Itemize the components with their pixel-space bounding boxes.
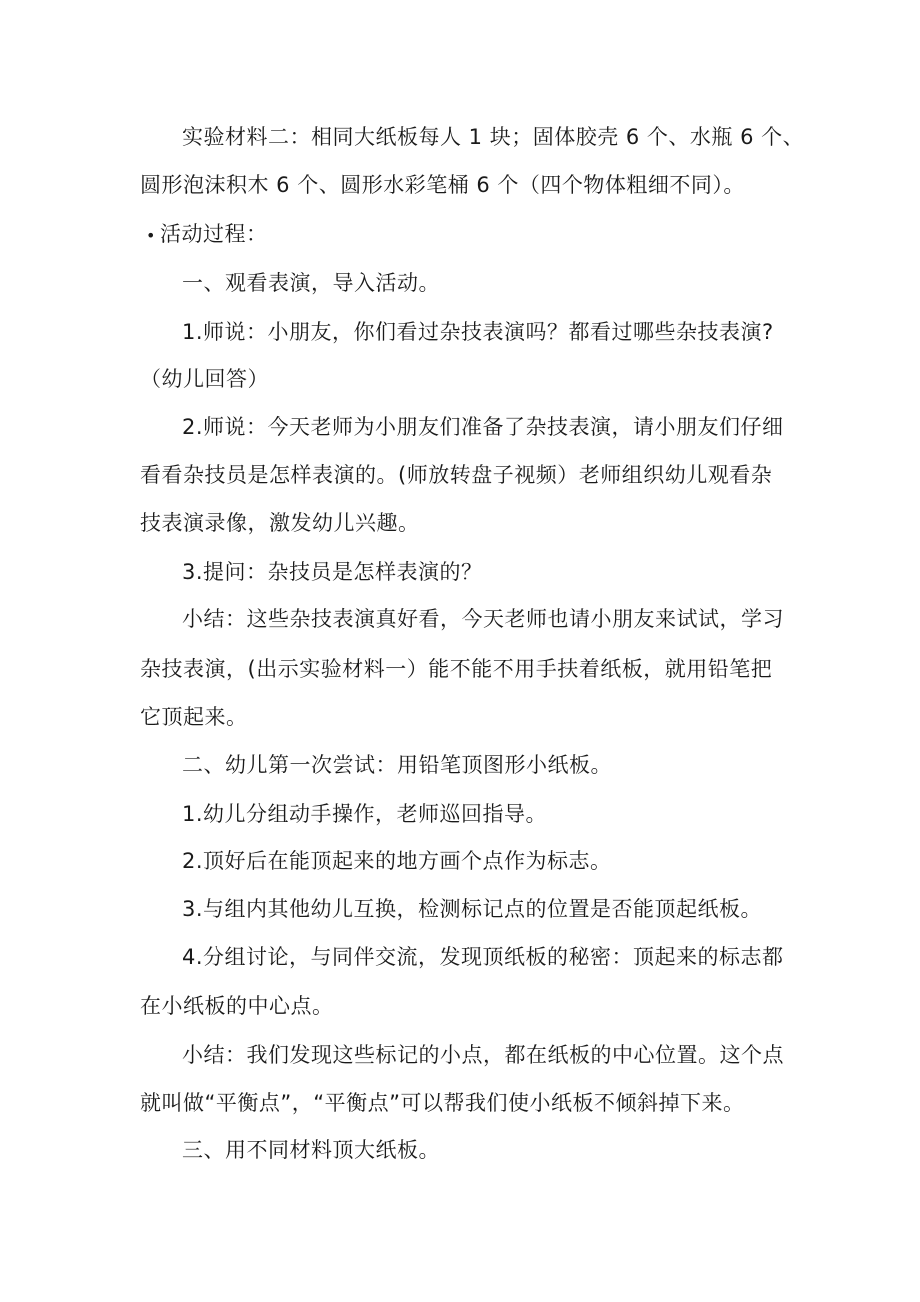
summary-1-line-2: 杂技表演，(出示实验材料一）能不能不用手扶着纸板，就用铅笔把 <box>140 657 773 681</box>
materials-two-line-1: 实验材料二：相同大纸板每人 1 块；固体胶壳 6 个、水瓶 6 个、 <box>182 125 805 149</box>
part-two-step-2: 2.顶好后在能顶起来的地方画个点作为标志。 <box>182 849 612 873</box>
part-two-heading: 二、幼儿第一次尝试：用铅笔顶图形小纸板。 <box>182 753 612 777</box>
step-2-line-3: 技表演录像，激发幼儿兴趣。 <box>140 511 420 535</box>
activity-process-label: 活动过程： <box>160 222 268 246</box>
step-1-line-2: （幼儿回答） <box>140 367 269 391</box>
section-heading-activity-process <box>146 219 268 251</box>
part-two-step-3: 3.与组内其他幼儿互换，检测标记点的位置是否能顶起纸板。 <box>182 897 763 921</box>
bullet-icon: • <box>146 226 156 245</box>
part-two-step-1: 1.幼儿分组动手操作，老师巡回指导。 <box>182 802 548 826</box>
step-2-line-1: 2.师说：今天老师为小朋友们准备了杂技表演，请小朋友们仔细 <box>182 415 784 439</box>
summary-2-line-2: 就叫做“平衡点”，“平衡点”可以帮我们使小纸板不倾斜掉下来。 <box>140 1091 745 1115</box>
step-2-line-2: 看看杂技员是怎样表演的。(师放转盘子视频）老师组织幼儿观看杂 <box>140 463 773 487</box>
materials-two-line-2: 圆形泡沫积木 6 个、圆形水彩笔桶 6 个（四个物体粗细不同）。 <box>140 173 745 197</box>
part-two-step-4-line-1: 4.分组讨论，与同伴交流，发现顶纸板的秘密：顶起来的标志都 <box>182 945 784 969</box>
step-3-line: 3.提问：杂技员是怎样表演的？ <box>182 560 483 584</box>
summary-1-line-3: 它顶起来。 <box>140 705 248 729</box>
part-one-heading: 一、观看表演，导入活动。 <box>182 271 440 295</box>
summary-2-line-1: 小结：我们发现这些标记的小点，都在纸板的中心位置。这个点 <box>182 1043 784 1067</box>
summary-1-line-1: 小结：这些杂技表演真好看，今天老师也请小朋友来试试，学习 <box>182 607 784 631</box>
part-two-step-4-line-2: 在小纸板的中心点。 <box>140 994 334 1018</box>
step-1-line-1: 1.师说：小朋友，你们看过杂技表演吗？都看过哪些杂技表演? <box>182 320 774 344</box>
part-three-heading: 三、用不同材料顶大纸板。 <box>182 1138 440 1162</box>
